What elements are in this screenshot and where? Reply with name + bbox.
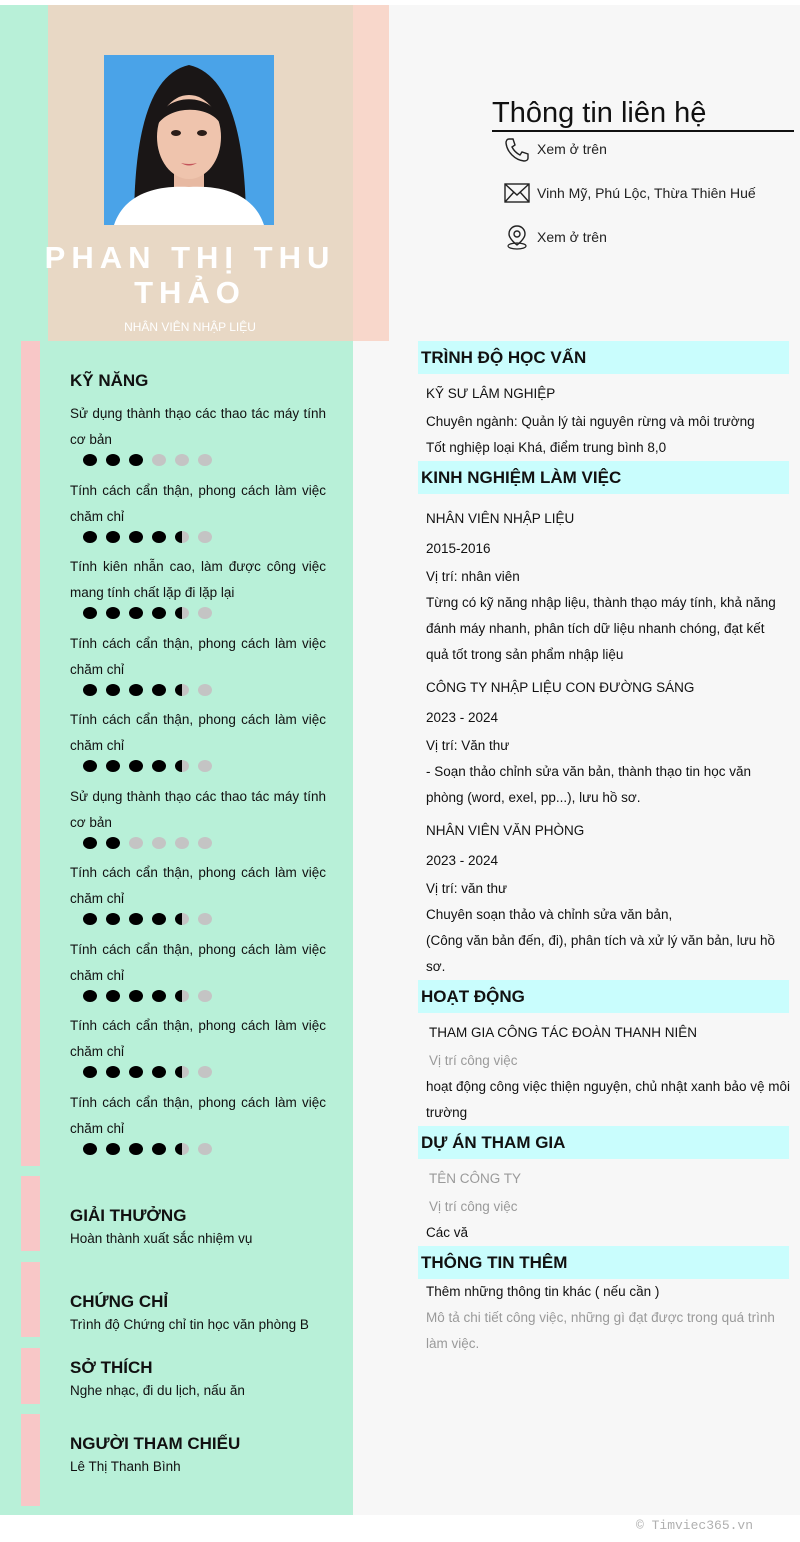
skill-item: [70, 478, 326, 543]
skill-text: Tính cách cẩn thận, phong cách làm việc chăm chỉ: [70, 712, 326, 753]
job-position: Vị trí: Văn thư: [426, 738, 510, 753]
awards-heading: GIẢI THƯỞNG: [70, 1206, 187, 1225]
references-accent-bar: [21, 1414, 40, 1506]
rating-dot: [106, 454, 120, 466]
rating-dot: [175, 760, 189, 772]
contact-address: Xem ở trên: [537, 229, 607, 245]
skill-rating: [83, 684, 326, 696]
rating-dot: [129, 531, 143, 543]
rating-dot: [83, 913, 97, 925]
rating-dot: [83, 990, 97, 1002]
rating-dot: [83, 684, 97, 696]
skill-item: [70, 1013, 326, 1078]
job-period: 2023 - 2024: [426, 710, 499, 725]
skill-rating: [83, 607, 326, 619]
job-position: Vị trí: văn thư: [426, 881, 508, 896]
skill-item: [70, 554, 326, 619]
education-grade: Tốt nghiệp loại Khá, điểm trung bình 8,0: [426, 440, 667, 455]
skill-rating: [83, 454, 326, 466]
skill-rating: [83, 913, 326, 925]
rating-dot: [129, 454, 143, 466]
candidate-name: PHAN THỊ THU THẢO: [44, 240, 336, 310]
education-major: Chuyên ngành: Quản lý tài nguyên rừng và môi trường: [426, 414, 755, 429]
skill-rating: [83, 760, 326, 772]
rating-dot: [83, 760, 97, 772]
additional-heading: THÔNG TIN THÊM: [418, 1246, 789, 1279]
skill-item: [70, 401, 326, 466]
phone-icon: [503, 135, 531, 163]
rating-dot: [175, 607, 189, 619]
job-company: NHÂN VIÊN VĂN PHÒNG: [426, 823, 585, 838]
rating-dot: [175, 454, 189, 466]
contact-email: Vinh Mỹ, Phú Lộc, Thừa Thiên Huế: [537, 185, 756, 201]
rating-dot: [106, 531, 120, 543]
header-accent-strip: [353, 5, 389, 341]
rating-dot: [152, 1066, 166, 1078]
certificates-heading: CHỨNG CHỈ: [70, 1292, 169, 1311]
skill-text: Tính cách cẩn thận, phong cách làm việc chăm chỉ: [70, 483, 326, 524]
contact-email-row: [503, 178, 756, 208]
activity-position: Vị trí công việc: [429, 1053, 518, 1068]
skill-rating: [83, 531, 326, 543]
skill-item: [70, 631, 326, 696]
rating-dot: [198, 837, 212, 849]
rating-dot: [129, 684, 143, 696]
rating-dot: [152, 1143, 166, 1155]
hobbies-accent-bar: [21, 1348, 40, 1404]
job-period: 2023 - 2024: [426, 853, 499, 868]
rating-dot: [175, 1143, 189, 1155]
rating-dot: [83, 454, 97, 466]
candidate-job-title: NHÂN VIÊN NHẬP LIỆU: [124, 320, 256, 334]
rating-dot: [175, 1066, 189, 1078]
hobbies-heading: SỞ THÍCH: [70, 1358, 153, 1377]
location-icon: [503, 223, 531, 251]
activity-description: hoạt động công việc thiện nguyện, chủ nhật xanh bảo vệ môi trường: [426, 1079, 791, 1120]
experience-heading: KINH NGHIỆM LÀM VIỆC: [418, 461, 789, 494]
skill-item: [70, 860, 326, 925]
rating-dot: [175, 913, 189, 925]
job-company: CÔNG TY NHẬP LIỆU CON ĐƯỜNG SÁNG: [426, 680, 695, 695]
contact-phone-row: [503, 134, 607, 164]
rating-dot: [198, 1066, 212, 1078]
project-description: Các vă: [426, 1225, 469, 1240]
rating-dot: [129, 1066, 143, 1078]
skills-accent-bar: [21, 341, 40, 1166]
rating-dot: [129, 760, 143, 772]
rating-dot: [106, 990, 120, 1002]
portrait-illustration: [104, 55, 274, 225]
rating-dot: [106, 837, 120, 849]
rating-dot: [152, 607, 166, 619]
email-icon: [503, 179, 531, 207]
watermark: © Timviec365.vn: [636, 1518, 754, 1533]
references-text: Lê Thị Thanh Bình: [70, 1459, 181, 1474]
activities-heading: HOẠT ĐỘNG: [418, 980, 789, 1013]
projects-heading: DỰ ÁN THAM GIA: [418, 1126, 789, 1159]
contact-phone: Xem ở trên: [537, 141, 607, 157]
skill-item: [70, 784, 326, 849]
job-description: - Soạn thảo chỉnh sửa văn bản, thành thạo tin học văn phòng (word, exel, pp...), lưu hồ sơ.: [426, 764, 752, 805]
skill-item: [70, 937, 326, 1002]
skill-item: [70, 1090, 326, 1155]
rating-dot: [152, 990, 166, 1002]
project-company: TÊN CÔNG TY: [429, 1171, 522, 1186]
job-company: NHÂN VIÊN NHẬP LIỆU: [426, 511, 575, 526]
activity-title: THAM GIA CÔNG TÁC ĐOÀN THANH NIÊN: [429, 1025, 698, 1040]
education-heading: TRÌNH ĐỘ HỌC VẤN: [418, 341, 789, 374]
rating-dot: [198, 913, 212, 925]
skill-text: Sử dụng thành thạo các thao tác máy tính cơ bản: [70, 789, 326, 830]
rating-dot: [152, 531, 166, 543]
skill-text: Tính cách cẩn thận, phong cách làm việc chăm chỉ: [70, 1095, 326, 1136]
rating-dot: [106, 1066, 120, 1078]
skill-item: [70, 707, 326, 772]
rating-dot: [106, 607, 120, 619]
skills-heading: KỸ NĂNG: [70, 371, 149, 390]
rating-dot: [198, 454, 212, 466]
rating-dot: [129, 607, 143, 619]
rating-dot: [198, 607, 212, 619]
additional-description: Mô tả chi tiết công việc, những gì đạt được trong quá trình làm việc.: [426, 1310, 775, 1351]
rating-dot: [152, 760, 166, 772]
skill-rating: [83, 1143, 326, 1155]
skill-text: Tính kiên nhẫn cao, làm được công việc mang tính chất lặp đi lặp lại: [70, 559, 326, 600]
awards-accent-bar: [21, 1176, 40, 1251]
job-description-line: Chuyên soạn thảo và chỉnh sửa văn bản,: [426, 907, 673, 922]
rating-dot: [198, 531, 212, 543]
references-heading: NGƯỜI THAM CHIẾU: [70, 1434, 241, 1453]
rating-dot: [106, 913, 120, 925]
rating-dot: [129, 990, 143, 1002]
project-position: Vị trí công việc: [429, 1199, 518, 1214]
job-description: Từng có kỹ năng nhập liệu, thành thạo máy tính, khả năng đánh máy nhanh, phân tích dữ liệu nhanh chóng, đạt kết quả tốt trong sản phẩm nhập liệu: [426, 595, 776, 662]
contact-title: Thông tin liên hệ: [492, 96, 794, 132]
contact-address-row: [503, 222, 607, 252]
rating-dot: [83, 531, 97, 543]
rating-dot: [83, 1143, 97, 1155]
rating-dot: [83, 607, 97, 619]
rating-dot: [129, 837, 143, 849]
skill-rating: [83, 990, 326, 1002]
certificates-text: Trình độ Chứng chỉ tin học văn phòng B: [70, 1317, 309, 1332]
rating-dot: [83, 1066, 97, 1078]
rating-dot: [106, 760, 120, 772]
rating-dot: [175, 990, 189, 1002]
rating-dot: [175, 531, 189, 543]
skill-text: Tính cách cẩn thận, phong cách làm việc chăm chỉ: [70, 1018, 326, 1059]
skill-rating: [83, 1066, 326, 1078]
certificates-accent-bar: [21, 1262, 40, 1337]
rating-dot: [129, 913, 143, 925]
rating-dot: [198, 684, 212, 696]
job-position: Vị trí: nhân viên: [426, 569, 520, 584]
awards-text: Hoàn thành xuất sắc nhiệm vụ: [70, 1231, 253, 1246]
skill-text: Sử dụng thành thạo các thao tác máy tính cơ bản: [70, 406, 326, 447]
rating-dot: [175, 837, 189, 849]
rating-dot: [175, 684, 189, 696]
rating-dot: [198, 1143, 212, 1155]
job-period: 2015-2016: [426, 541, 491, 556]
rating-dot: [152, 684, 166, 696]
skill-text: Tính cách cẩn thận, phong cách làm việc chăm chỉ: [70, 942, 326, 983]
skill-text: Tính cách cẩn thận, phong cách làm việc chăm chỉ: [70, 636, 326, 677]
rating-dot: [83, 837, 97, 849]
rating-dot: [106, 684, 120, 696]
additional-text: Thêm những thông tin khác ( nếu cần ): [426, 1284, 660, 1299]
skill-text: Tính cách cẩn thận, phong cách làm việc chăm chỉ: [70, 865, 326, 906]
rating-dot: [198, 760, 212, 772]
job-description-line: (Công văn bản đến, đi), phân tích và xử lý văn bản, lưu hồ sơ.: [426, 933, 776, 974]
hobbies-text: Nghe nhạc, đi du lịch, nấu ăn: [70, 1383, 245, 1398]
rating-dot: [198, 990, 212, 1002]
skill-rating: [83, 837, 326, 849]
rating-dot: [152, 913, 166, 925]
education-degree: KỸ SƯ LÂM NGHIỆP: [426, 386, 556, 401]
profile-photo: [104, 55, 274, 225]
rating-dot: [129, 1143, 143, 1155]
rating-dot: [152, 454, 166, 466]
rating-dot: [152, 837, 166, 849]
rating-dot: [106, 1143, 120, 1155]
